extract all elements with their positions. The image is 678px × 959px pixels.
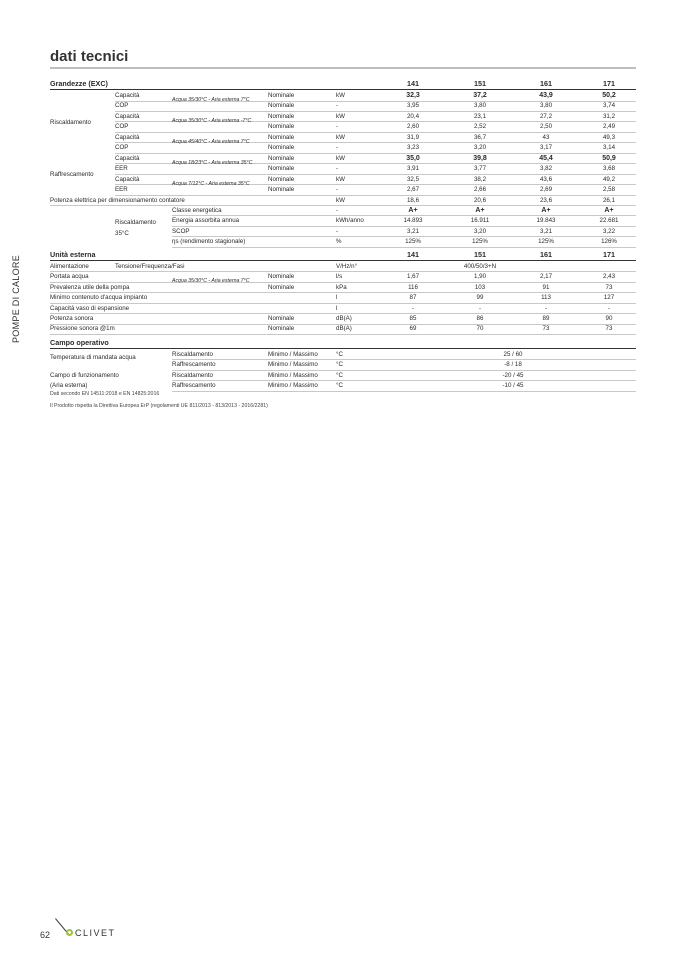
value-cell: 113 bbox=[541, 294, 551, 302]
param-label: Capacità bbox=[115, 133, 140, 141]
row-divider bbox=[172, 370, 636, 371]
value-cell: 2,43 bbox=[602, 273, 616, 281]
value-cell: 3,80 bbox=[539, 102, 553, 110]
value-cell: 3,74 bbox=[602, 102, 616, 110]
group-label: Campo di funzionamento bbox=[50, 371, 119, 379]
param-label: Energia assorbita annua bbox=[172, 217, 240, 225]
type-label: Nominale bbox=[268, 186, 295, 194]
note-erp: Il Prodotto rispetta la Direttiva Europea ErP (regolamenti UE 811/2013 - 813/2013 - 2016/2281) bbox=[50, 403, 268, 409]
value-cell: 69 bbox=[409, 325, 417, 333]
type-label: Nominale bbox=[268, 273, 295, 281]
type-label: Nominale bbox=[268, 315, 295, 322]
row-divider bbox=[172, 247, 636, 248]
unit-label: °C bbox=[336, 382, 343, 390]
type-label: Nominale bbox=[268, 123, 295, 131]
condition-label: Acqua 45/40°C - Aria esterna 7°C bbox=[172, 138, 250, 145]
value-cell: 14.893 bbox=[403, 217, 423, 225]
model-header: 141 bbox=[407, 249, 419, 259]
value-cell: 91 bbox=[542, 283, 550, 291]
value-cell: 27,2 bbox=[539, 112, 553, 120]
row-divider bbox=[172, 359, 636, 360]
value-cell: 45,4 bbox=[539, 154, 553, 162]
param-label: ηs (rendimento stagionale) bbox=[172, 238, 246, 246]
value-cell: 43,9 bbox=[539, 92, 553, 99]
condition-label: Acqua 18/23°C - Aria esterna 35°C bbox=[172, 159, 253, 166]
value-cell: 2,49 bbox=[602, 123, 616, 131]
clivet-logo-icon bbox=[66, 929, 73, 936]
model-header: 171 bbox=[603, 79, 615, 88]
value-cell: 85 bbox=[409, 315, 417, 322]
param-label: Pressione sonora @1m bbox=[50, 325, 115, 333]
value-cell: 127 bbox=[603, 294, 615, 302]
value-cell: 73 bbox=[605, 325, 613, 333]
condition-label: Acqua 35/30°C - Aria esterna 7°C bbox=[172, 97, 250, 103]
value-cell: 3,80 bbox=[473, 102, 487, 110]
value-cell: 73 bbox=[605, 283, 613, 291]
value-cell: A+ bbox=[408, 206, 418, 214]
value-cell: 125% bbox=[538, 238, 554, 246]
value-cell: 49,3 bbox=[602, 133, 616, 141]
model-header: 151 bbox=[474, 79, 486, 88]
value-cell: 2,17 bbox=[539, 273, 553, 281]
note-standards: Dati secondo EN 14511:2018 e EN 14825:2016 bbox=[50, 391, 160, 397]
section-divider bbox=[50, 348, 636, 349]
value-cell: 18,6 bbox=[406, 196, 420, 204]
mode-label: Raffrescamento bbox=[172, 361, 216, 369]
value-cell: 19.843 bbox=[536, 217, 556, 225]
value-cell: 36,7 bbox=[473, 133, 487, 141]
value-cell: 35,0 bbox=[406, 154, 420, 162]
section-title-grandezze: Grandezze (EXC) bbox=[50, 79, 108, 88]
param-label: Prevalenza utile della pompa bbox=[50, 283, 130, 291]
unit-label: - bbox=[336, 123, 339, 131]
type-label: Nominale bbox=[268, 112, 295, 120]
group-label: Temperatura di mandata acqua bbox=[50, 353, 136, 361]
section-divider bbox=[50, 260, 636, 261]
value-cell: 3,82 bbox=[539, 165, 553, 173]
value-cell: 31,9 bbox=[406, 133, 420, 141]
unit-label: l bbox=[336, 304, 338, 312]
unit-label: kW bbox=[336, 196, 345, 204]
param-label: EER bbox=[115, 186, 128, 194]
unit-label: - bbox=[336, 102, 339, 110]
value-cell: A+ bbox=[541, 206, 551, 214]
value-cell: 3,20 bbox=[473, 227, 487, 235]
value-cell: 39,8 bbox=[473, 154, 487, 162]
unit-label: V/Hz/n° bbox=[336, 262, 358, 270]
value-cell: 3,20 bbox=[473, 144, 487, 152]
value-cell: 3,68 bbox=[602, 165, 616, 173]
model-header: 171 bbox=[603, 249, 615, 259]
value-cell: 2,50 bbox=[539, 123, 553, 131]
param-label: COP bbox=[115, 144, 129, 152]
value-cell: 89 bbox=[542, 315, 550, 322]
type-label: Minimo / Massimo bbox=[268, 382, 318, 390]
value-cell: 37,2 bbox=[473, 92, 487, 99]
model-header: 141 bbox=[407, 79, 419, 88]
param-label: SCOP bbox=[172, 227, 190, 235]
unit-label: dB(A) bbox=[336, 325, 352, 333]
value-cell: - bbox=[411, 304, 415, 312]
value-cell: 3,21 bbox=[539, 227, 553, 235]
value-cell: 3,21 bbox=[406, 227, 420, 235]
value-cell: 3,17 bbox=[539, 144, 553, 152]
row-divider bbox=[172, 380, 636, 381]
value-cell: - bbox=[607, 304, 611, 312]
value-cell: 3,14 bbox=[602, 144, 616, 152]
value-cell: 116 bbox=[408, 283, 418, 291]
unit-label: kWh/anno bbox=[336, 217, 364, 225]
value-cell: 86 bbox=[476, 315, 484, 322]
param-label: Capacità bbox=[115, 92, 140, 99]
type-label: Nominale bbox=[268, 144, 295, 152]
value-cell: 103 bbox=[474, 283, 486, 291]
group-heating: Riscaldamento bbox=[50, 118, 91, 126]
title-divider bbox=[50, 67, 636, 69]
param-label: Capacità vaso di espansione bbox=[50, 304, 130, 312]
param-label: Capacità bbox=[115, 175, 140, 183]
value-cell: 87 bbox=[409, 294, 417, 302]
value-cell: 3,22 bbox=[602, 227, 616, 235]
value-cell: - bbox=[478, 304, 482, 312]
unit-label: kW bbox=[336, 112, 345, 120]
value-cell: 3,91 bbox=[406, 165, 420, 173]
value-cell: 3,23 bbox=[406, 144, 420, 152]
param-label: Portata acqua bbox=[50, 273, 89, 281]
value-cell: 26,1 bbox=[602, 196, 616, 204]
value-cell: 32,5 bbox=[406, 175, 420, 183]
value-cell: 49,2 bbox=[602, 175, 616, 183]
unit-label: kW bbox=[336, 175, 345, 183]
value-cell: 25 / 60 bbox=[503, 350, 523, 358]
mode-label: Riscaldamento bbox=[172, 371, 213, 379]
param-label: EER bbox=[115, 165, 128, 173]
value-cell: 125% bbox=[472, 238, 488, 246]
condition-label: Acqua 7/12°C - Aria esterna 35°C bbox=[172, 180, 250, 187]
page-number: 62 bbox=[40, 930, 51, 940]
model-header: 161 bbox=[540, 249, 552, 259]
value-cell: 20,4 bbox=[406, 112, 420, 120]
param-label: COP bbox=[115, 123, 129, 131]
value-cell: 2,60 bbox=[406, 123, 420, 131]
unit-label: - bbox=[336, 186, 339, 194]
value-cell: 38,2 bbox=[473, 175, 487, 183]
unit-label: - bbox=[336, 227, 339, 235]
mode-label: Riscaldamento bbox=[172, 350, 213, 358]
value-cell: A+ bbox=[475, 206, 485, 214]
value-cell: 31,2 bbox=[602, 112, 616, 120]
value-cell: 2,52 bbox=[473, 123, 487, 131]
page-title: dati tecnici bbox=[50, 48, 129, 65]
value-cell: 73 bbox=[542, 325, 550, 333]
power-label: Potenza elettrica per dimensionamento contatore bbox=[50, 196, 185, 204]
value-cell: -20 / 45 bbox=[502, 371, 524, 379]
value-cell: - bbox=[544, 304, 548, 312]
param-label: Capacità bbox=[115, 112, 140, 120]
type-label: Nominale bbox=[268, 165, 295, 173]
unit-label: °C bbox=[336, 361, 343, 369]
unit-label: - bbox=[336, 144, 339, 152]
unit-label: l bbox=[336, 294, 338, 302]
unit-label: kW bbox=[336, 92, 345, 99]
unit-label: °C bbox=[336, 350, 343, 358]
param-label: Alimentazione bbox=[50, 262, 89, 270]
value-cell: 20,6 bbox=[473, 196, 487, 204]
type-label: Nominale bbox=[268, 92, 295, 99]
value-cell: -8 / 18 bbox=[504, 361, 522, 369]
model-header: 161 bbox=[540, 79, 552, 88]
row-divider bbox=[172, 391, 636, 392]
value-cell: 400/50/3+N bbox=[463, 262, 497, 270]
value-cell: 2,67 bbox=[406, 186, 420, 194]
unit-label: kPa bbox=[336, 283, 347, 291]
value-cell: 2,58 bbox=[602, 186, 616, 194]
value-cell: A+ bbox=[604, 206, 614, 214]
value-cell: 50,2 bbox=[602, 92, 616, 99]
unit-label: l/s bbox=[336, 273, 343, 281]
value-cell: 126% bbox=[601, 238, 617, 246]
value-cell: 43,6 bbox=[539, 175, 553, 183]
value-cell: 3,95 bbox=[406, 102, 420, 110]
value-cell: 2,69 bbox=[539, 186, 553, 194]
unit-label: dB(A) bbox=[336, 315, 352, 322]
unit-label: kW bbox=[336, 154, 345, 162]
mode-label: Raffrescamento bbox=[172, 382, 216, 390]
param-label: Minimo contenuto d'acqua impianto bbox=[50, 294, 148, 302]
value-cell: 1,90 bbox=[473, 273, 487, 281]
row-divider bbox=[50, 334, 636, 335]
value-cell: 125% bbox=[405, 238, 421, 246]
condition-label: Acqua 35/30°C - Aria esterna 7°C bbox=[172, 278, 250, 285]
value-cell: 23,1 bbox=[473, 112, 487, 120]
value-cell: 50,9 bbox=[602, 154, 616, 162]
type-label: Minimo / Massimo bbox=[268, 361, 318, 369]
value-cell: 90 bbox=[605, 315, 613, 322]
value-cell: -10 / 45 bbox=[502, 382, 524, 390]
section-title-campo-operativo: Campo operativo bbox=[50, 337, 109, 347]
param-label: Classe energetica bbox=[172, 206, 222, 214]
value-cell: 16.911 bbox=[470, 217, 490, 225]
param-label: COP bbox=[115, 102, 129, 110]
brand-logo: CLIVET bbox=[75, 928, 116, 938]
value-cell: 22.681 bbox=[599, 217, 619, 225]
value-cell: 70 bbox=[476, 325, 484, 333]
unit-label: kW bbox=[336, 133, 345, 141]
unit-label: - bbox=[336, 165, 339, 173]
section-title-unita-esterna: Unità esterna bbox=[50, 249, 96, 259]
param-label: Potenza sonora bbox=[50, 315, 94, 322]
type-label: Nominale bbox=[268, 154, 295, 162]
value-cell: 99 bbox=[476, 294, 484, 302]
value-cell: 43 bbox=[542, 133, 550, 141]
type-label: Minimo / Massimo bbox=[268, 350, 318, 358]
section-divider bbox=[50, 89, 636, 90]
value-cell: 1,67 bbox=[406, 273, 420, 281]
value-cell: 23,6 bbox=[539, 196, 553, 204]
type-label: Nominale bbox=[268, 325, 295, 333]
condition-label: Acqua 35/30°C - Aria esterna -7°C bbox=[172, 117, 252, 124]
group-label: (Aria esterna) bbox=[50, 382, 88, 390]
type-label: Minimo / Massimo bbox=[268, 371, 318, 379]
season-group-label: 35°C bbox=[115, 229, 129, 237]
type-label: Nominale bbox=[268, 102, 295, 110]
unit-label: - bbox=[336, 206, 339, 214]
unit-label: °C bbox=[336, 371, 343, 379]
value-cell: 32,3 bbox=[406, 92, 420, 99]
param-label: Capacità bbox=[115, 154, 140, 162]
unit-label: % bbox=[336, 238, 342, 246]
param-label: Tensione/Frequenza/Fasi bbox=[115, 262, 185, 270]
model-header: 151 bbox=[474, 249, 486, 259]
type-label: Nominale bbox=[268, 283, 295, 291]
value-cell: 3,77 bbox=[473, 165, 487, 173]
type-label: Nominale bbox=[268, 175, 295, 183]
value-cell: 2,66 bbox=[473, 186, 487, 194]
type-label: Nominale bbox=[268, 133, 295, 141]
season-group-label: Riscaldamento bbox=[115, 219, 156, 227]
group-cooling: Raffrescamento bbox=[50, 171, 94, 179]
